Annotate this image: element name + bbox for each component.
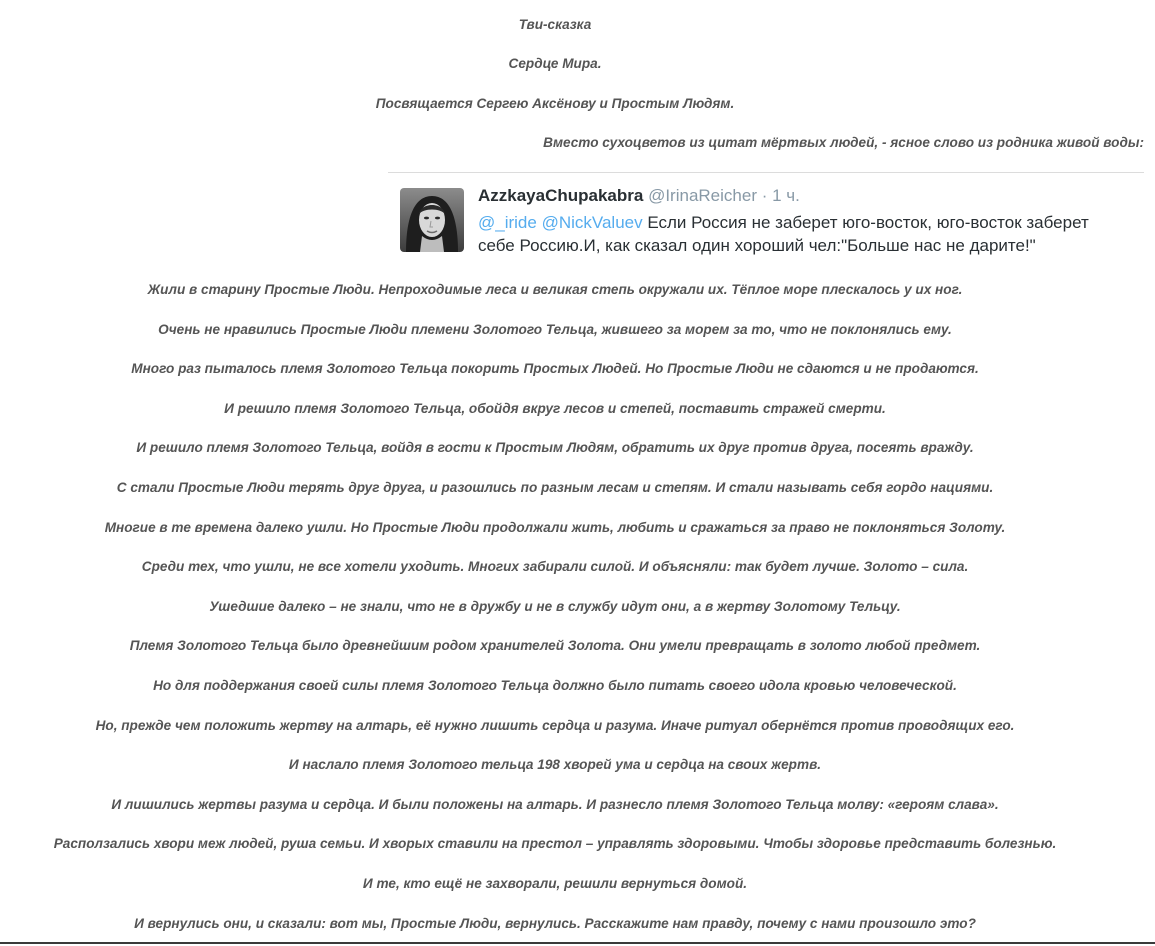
story-paragraph: И лишились жертвы разума и сердца. И были положены на алтарь. И разнесло племя Золотого Тельца молву: «героям слава». <box>111 797 999 812</box>
story-paragraph: Но, прежде чем положить жертву на алтарь, её нужно лишить сердца и разума. Иначе ритуал обернётся против проводящих его. <box>95 718 1015 733</box>
story-paragraph: Очень не нравились Простые Люди племени Золотого Тельца, жившего за морем за то, что не поклонялись ему. <box>158 322 952 337</box>
epigraph: Вместо сухоцветов из цитат мёртвых людей, - ясное слово из родника живой воды: <box>543 135 1144 150</box>
story-paragraph: И те, кто ещё не захворали, решили вернуться домой. <box>362 876 748 891</box>
story-paragraph: Племя Золотого Тельца было древнейшим родом хранителей Золота. Они умели превращать в золото любой предмет. <box>129 638 981 653</box>
divider <box>388 172 1144 173</box>
story-paragraph: И наслало племя Золотого тельца 198 хворей ума и сердца на своих жертв. <box>288 757 822 772</box>
tweet-text-line: себе Россию.И, как сказал один хороший чел:"Больше нас не дарите!" <box>478 236 1036 255</box>
tweet-text <box>478 211 1138 257</box>
tweet-author-handle[interactable]: @IrinaReicher <box>648 186 757 205</box>
page-title: Сердце Мира. <box>508 56 602 71</box>
story-paragraph: Много раз пыталось племя Золотого Тельца покорить Простых Людей. Но Простые Люди не сдаются и не продаются. <box>131 361 979 376</box>
avatar[interactable] <box>400 188 464 252</box>
genre-label: Тви-сказка <box>518 17 592 32</box>
story-paragraph: Ушедшие далеко – не знали, что не в дружбу и не в службу идут они, а в жертву Золотому Тельцу. <box>209 599 901 614</box>
story-paragraph: Жили в старину Простые Люди. Непроходимые леса и великая степь окружали их. Тёплое море плескалось у их ног. <box>147 282 963 297</box>
story-paragraph: И решило племя Золотого Тельца, войдя в гости к Простым Людям, обратить их друг против друга, посеять вражду. <box>136 440 974 455</box>
story-paragraph: С стали Простые Люди терять друг друга, и разошлись по разным лесам и степям. И стали называть себя гордо нациями. <box>116 480 994 495</box>
dedication: Посвящается Сергею Аксёнову и Простым Людям. <box>375 96 735 111</box>
story-paragraph: И вернулись они, и сказали: вот мы, Простые Люди, вернулись. Расскажите нам правду, почему с нами произошло это? <box>134 916 976 931</box>
tweet-header <box>478 185 800 207</box>
tweet-mention[interactable]: @NickValuev <box>541 213 643 232</box>
tweet-timestamp[interactable]: 1 ч. <box>772 186 800 205</box>
story-paragraph: И решило племя Золотого Тельца, обойдя вкруг лесов и степей, поставить стражей смерти. <box>224 401 886 416</box>
embedded-tweet[interactable] <box>400 185 1140 260</box>
story-paragraph: Многие в те времена далеко ушли. Но Простые Люди продолжали жить, любить и сражаться за право не поклоняться Золоту. <box>104 520 1006 535</box>
tweet-author-name[interactable]: AzzkayaChupakabra <box>478 186 644 205</box>
story-paragraph: Но для поддержания своей силы племя Золотого Тельца должно было питать своего идола кровью человеческой. <box>153 678 957 693</box>
tweet-mention[interactable]: @_iride <box>478 213 537 232</box>
story-paragraph: Среди тех, что ушли, не все хотели уходить. Многих забирали силой. И объясняли: так будет лучше. Золото – сила. <box>141 559 969 574</box>
bottom-divider <box>0 942 1155 944</box>
tweet-text-line: Если Россия не заберет юго-восток, юго-восток заберет <box>647 213 1089 232</box>
story-paragraph: Расползались хвори меж людей, руша семьи. И хворых ставили на престол – управлять здоровыми. Чтобы здоровье представить болезнью. <box>53 836 1057 851</box>
tweet-separator: · <box>761 186 768 205</box>
